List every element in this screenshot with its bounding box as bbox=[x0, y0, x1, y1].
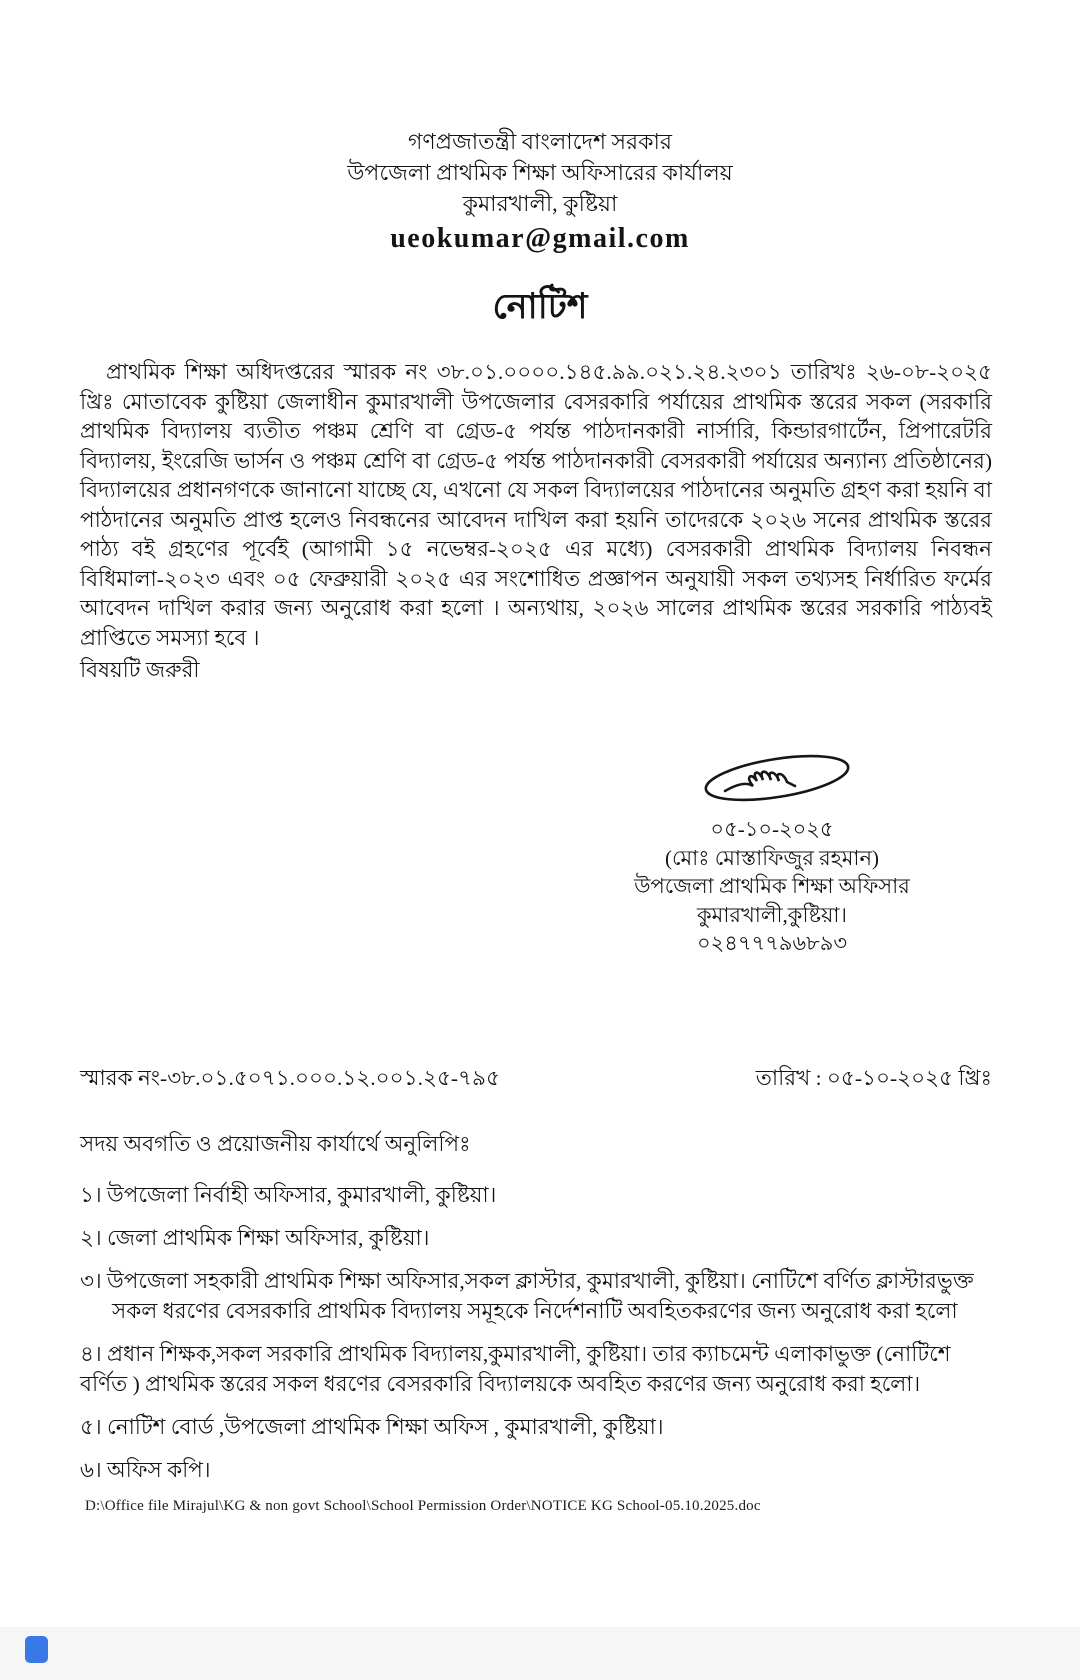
signatory-phone: ০২৪৭৭৭৯৬৮৯৩ bbox=[696, 931, 848, 955]
list-item: ৫। নোটিশ বোর্ড ,উপজেলা প্রাথমিক শিক্ষা অফিস , কুমারখালী, কুষ্টিয়া। bbox=[80, 1414, 664, 1439]
blue-ui-fragment[interactable] bbox=[25, 1636, 48, 1663]
bottom-ui-bar bbox=[0, 1627, 1080, 1680]
copy-distribution-list bbox=[80, 1180, 1000, 1485]
government-name: গণপ্রজাতন্ত্রী বাংলাদেশ সরকার bbox=[407, 129, 673, 154]
signatory-name: (মোঃ মোস্তাফিজুর রহমান) bbox=[665, 845, 879, 870]
notice-body-paragraph: প্রাথমিক শিক্ষা অধিদপ্তরের স্মারক নং ৩৮.০১.০০০০.১৪৫.৯৯.০২১.২৪.২৩০১ তারিখঃ ২৬-০৮-২০২৫ খ্রিঃ মোতাবেক কুষ্টিয়া জেলাধীন কুমারখালী উপজেলার বেসরকারি পর্যায়ের প্রাথমিক স্তরের সকল (সরকারি প্রাথমিক বিদ্যালয় ব্যতীত পঞ্চম শ্রেণি বা গ্রেড-৫ পর্যন্ত পাঠদানকারী নার্সারি, কিন্ডারগার্টেন, প্রিপারেটরি বিদ্যালয়, ইংরেজি ভার্সন ও পঞ্চম শ্রেণি বা গ্রেড-৫ পর্যন্ত পাঠদানকারী বেসরকারী পর্যায়ের অন্যান্য প্রতিষ্ঠানের) বিদ্যালয়ের প্রধানগণকে জানানো যাচ্ছে যে, এখনো যে সকল বিদ্যালয়ের পাঠদানের অনুমতি গ্রহণ করা হয়নি বা পাঠদানের অনুমতি প্রাপ্ত হলেও নিবন্ধনের আবেদন দাখিল করা হয়নি তাদেরকে ২০২৬ সনের প্রাথমিক স্তরের পাঠ্য বই গ্রহণের পূর্বেই (আগামী ১৫ নভেম্বর-২০২৫ এর মধ্যে) বেসরকারী প্রাথমিক বিদ্যালয় নিবন্ধন বিধিমালা-২০২৩ এবং ০৫ ফেব্রুয়ারী ২০২৫ এর সংশোধিত প্রজ্ঞাপন অনুযায়ী সকল তথ্যসহ নির্ধারিত ফর্মের আবেদন দাখিল করার জন্য অনুরোধ করা হলো । অন্যথায়, ২০২৬ সালের প্রাথমিক স্তরের সরকারি পাঠ্যবই প্রাপ্তিতে সমস্যা হবে । bbox=[80, 360, 992, 650]
signatory-designation: উপজেলা প্রাথমিক শিক্ষা অফিসার bbox=[634, 874, 910, 898]
office-name: উপজেলা প্রাথমিক শিক্ষা অফিসারের কার্যালয় bbox=[347, 160, 733, 185]
memo-row bbox=[80, 1062, 992, 1098]
urgency-note: বিষয়টি জরুরী bbox=[80, 658, 200, 682]
office-email: ueokumar@gmail.com bbox=[390, 223, 690, 254]
list-item: ৩। উপজেলা সহকারী প্রাথমিক শিক্ষা অফিসার,সকল ক্লাস্টার, কুমারখালী, কুষ্টিয়া। নোটিশে বর্ণিত ক্লাস্টারভুক্ত সকল ধরণের বেসরকারি প্রাথমিক বিদ্যালয় সমূহকে নির্দেশনাটি অবহিতকরণের জন্য অনুরোধ করা হলো bbox=[80, 1268, 974, 1323]
list-item: ৬। অফিস কপি। bbox=[80, 1457, 211, 1482]
copy-distribution-heading: সদয় অবগতি ও প্রয়োজনীয় কার্যার্থে অনুলিপিঃ bbox=[80, 1131, 471, 1156]
memo-date: তারিখ : ০৫-১০-২০২৫ খ্রিঃ bbox=[755, 1065, 992, 1090]
signatory-location: কুমারখালী,কুষ্টিয়া। bbox=[696, 902, 848, 927]
memo-number: স্মারক নং-৩৮.০১.৫০৭১.০০০.১২.০০১.২৫-৭৯৫ bbox=[80, 1065, 500, 1090]
page-title: নোটিশ bbox=[492, 287, 588, 326]
office-location: কুমারখালী, কুষ্টিয়া bbox=[462, 191, 618, 216]
list-item: ৪। প্রধান শিক্ষক,সকল সরকারি প্রাথমিক বিদ্যালয়,কুমারখালী, কুষ্টিয়া। তার ক্যাচমেন্ট এলাকাভুক্ত (নোটিশে বর্ণিত ) প্রাথমিক স্তরের সকল ধরণের বেসরকারি বিদ্যালয়কে অবহিত করণের জন্য অনুরোধ করা হলো। bbox=[80, 1341, 951, 1396]
signature-block bbox=[602, 751, 942, 958]
list-item: ১। উপজেলা নির্বাহী অফিসার, কুমারখালী, কুষ্টিয়া। bbox=[80, 1182, 497, 1207]
signature-scribble-icon bbox=[687, 751, 857, 809]
list-item: ২। জেলা প্রাথমিক শিক্ষা অফিসার, কুষ্টিয়া। bbox=[80, 1225, 430, 1250]
signature-date: ০৫-১০-২০২৫ bbox=[710, 817, 834, 841]
document-file-path: D:\Office file Mirajul\KG & non govt School\School Permission Order\NOTICE KG School-05.10.2025.doc bbox=[85, 1498, 761, 1514]
letterhead bbox=[0, 0, 1080, 219]
